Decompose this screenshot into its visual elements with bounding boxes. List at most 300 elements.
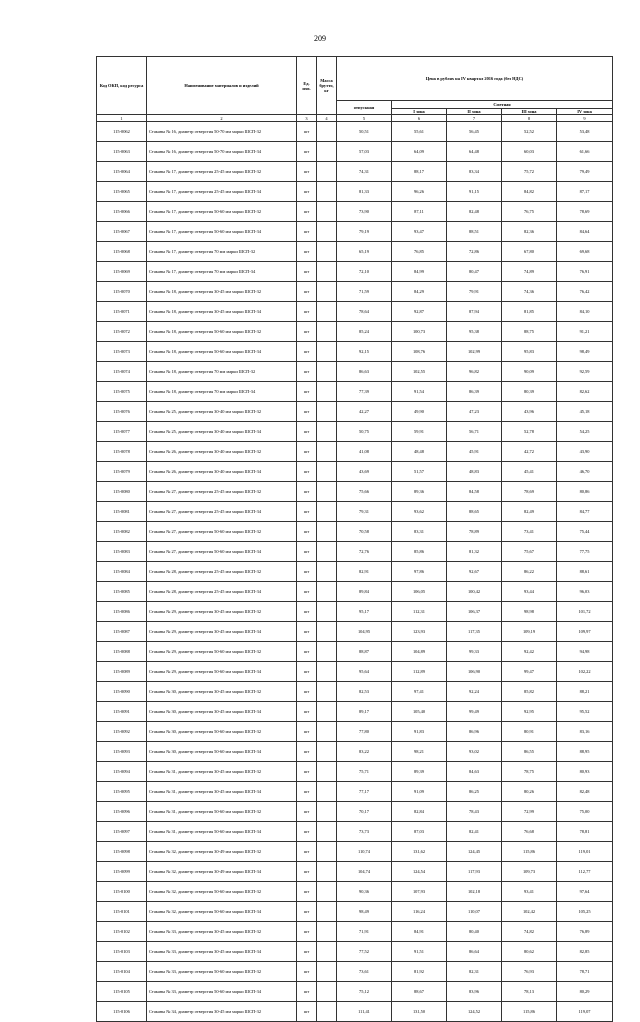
material-name: Стаканы № 18, диаметр отверстия 50-60 мм марки ШСП-34: [147, 342, 297, 362]
unit-cell: шт: [297, 342, 317, 362]
price-zone-1: 48,48: [392, 442, 447, 462]
material-code: 115-0091: [97, 702, 147, 722]
price-zone-4: 112,77: [557, 862, 613, 882]
table-row: [97, 482, 613, 502]
price-zone-1: 107,93: [392, 882, 447, 902]
material-code: 115-0073: [97, 342, 147, 362]
material-code: 115-0065: [97, 182, 147, 202]
material-code: 115-0096: [97, 802, 147, 822]
table-row: [97, 642, 613, 662]
price-ex-works: 43,69: [337, 462, 392, 482]
price-zone-3: 82,36: [502, 222, 557, 242]
material-name: Стаканы № 17, диаметр отверстия 50-60 мм марки ШСП-32: [147, 202, 297, 222]
unit-cell: шт: [297, 422, 317, 442]
price-table: [96, 56, 613, 1022]
price-zone-3: 75,72: [502, 162, 557, 182]
price-zone-3: 74,89: [502, 262, 557, 282]
price-ex-works: 73,90: [337, 202, 392, 222]
material-name: Стаканы № 29, диаметр отверстия 30-45 мм марки ШСП-34: [147, 622, 297, 642]
price-zone-4: 109,97: [557, 622, 613, 642]
price-zone-1: 104,89: [392, 642, 447, 662]
price-zone-3: 78,75: [502, 762, 557, 782]
table-row: [97, 842, 613, 862]
mass-cell: [317, 922, 337, 942]
material-name: Стаканы № 32, диаметр отверстия 50-60 мм марки ШСП-32: [147, 882, 297, 902]
price-zone-4: 77,75: [557, 542, 613, 562]
price-zone-4: 75,44: [557, 522, 613, 542]
price-zone-2: 86,39: [447, 382, 502, 402]
price-ex-works: 79,31: [337, 502, 392, 522]
price-zone-4: 53,48: [557, 122, 613, 142]
table-row: [97, 322, 613, 342]
unit-cell: шт: [297, 282, 317, 302]
price-zone-4: 119,01: [557, 842, 613, 862]
price-zone-1: 98,21: [392, 742, 447, 762]
price-zone-1: 82,84: [392, 802, 447, 822]
price-zone-2: 99,33: [447, 642, 502, 662]
price-zone-2: 81,32: [447, 542, 502, 562]
price-zone-1: 88,67: [392, 982, 447, 1002]
mass-cell: [317, 402, 337, 422]
price-zone-2: 82,41: [447, 822, 502, 842]
table-row: [97, 462, 613, 482]
price-zone-2: 84,63: [447, 762, 502, 782]
table-row: [97, 822, 613, 842]
unit-cell: шт: [297, 362, 317, 382]
material-code: 115-0084: [97, 562, 147, 582]
price-zone-3: 109,19: [502, 622, 557, 642]
price-ex-works: 50,75: [337, 422, 392, 442]
price-zone-4: 45,18: [557, 402, 613, 422]
price-zone-3: 76,93: [502, 962, 557, 982]
price-zone-2: 88,65: [447, 502, 502, 522]
mass-cell: [317, 162, 337, 182]
column-number: 1: [97, 115, 147, 122]
price-zone-3: 43,96: [502, 402, 557, 422]
mass-cell: [317, 1002, 337, 1022]
price-ex-works: 88,87: [337, 642, 392, 662]
price-zone-2: 95,38: [447, 322, 502, 342]
table-row: [97, 982, 613, 1002]
price-zone-1: 84,99: [392, 262, 447, 282]
mass-cell: [317, 882, 337, 902]
material-code: 115-0064: [97, 162, 147, 182]
price-zone-1: 96,26: [392, 182, 447, 202]
mass-cell: [317, 642, 337, 662]
price-zone-3: 82,49: [502, 502, 557, 522]
price-zone-2: 79,91: [447, 282, 502, 302]
price-zone-1: 76,85: [392, 242, 447, 262]
table-row: [97, 762, 613, 782]
material-name: Стаканы № 31, диаметр отверстия 50-60 мм марки ШСП-34: [147, 822, 297, 842]
material-code: 115-0088: [97, 642, 147, 662]
unit-cell: шт: [297, 322, 317, 342]
unit-cell: шт: [297, 402, 317, 422]
unit-cell: шт: [297, 202, 317, 222]
material-name: Стаканы № 33, диаметр отверстия 30-45 мм марки ШСП-32: [147, 922, 297, 942]
material-code: 115-0075: [97, 382, 147, 402]
material-code: 115-0077: [97, 422, 147, 442]
price-ex-works: 90,36: [337, 882, 392, 902]
price-zone-4: 102,22: [557, 662, 613, 682]
column-number: 8: [502, 115, 557, 122]
material-name: Стаканы № 29, диаметр отверстия 50-60 мм марки ШСП-34: [147, 662, 297, 682]
price-zone-2: 45,91: [447, 442, 502, 462]
table-row: [97, 262, 613, 282]
price-ex-works: 81,33: [337, 182, 392, 202]
material-code: 115-0090: [97, 682, 147, 702]
material-code: 115-0102: [97, 922, 147, 942]
header-code: Код ОКП, код ресурса: [97, 57, 147, 115]
material-code: 115-0106: [97, 1002, 147, 1022]
header-ex-works: отпускная: [337, 101, 392, 115]
table-row: [97, 782, 613, 802]
price-ex-works: 72,10: [337, 262, 392, 282]
material-code: 115-0081: [97, 502, 147, 522]
price-zone-1: 91,83: [392, 722, 447, 742]
table-row: [97, 502, 613, 522]
material-code: 115-0093: [97, 742, 147, 762]
mass-cell: [317, 762, 337, 782]
price-ex-works: 95,17: [337, 602, 392, 622]
material-name: Стаканы № 26, диаметр отверстия 30-40 мм марки ШСП-34: [147, 462, 297, 482]
price-zone-2: 124,45: [447, 842, 502, 862]
price-ex-works: 89,17: [337, 702, 392, 722]
price-zone-1: 84,91: [392, 922, 447, 942]
unit-cell: шт: [297, 622, 317, 642]
price-zone-4: 82,48: [557, 782, 613, 802]
unit-cell: шт: [297, 222, 317, 242]
table-row: [97, 622, 613, 642]
table-row: [97, 342, 613, 362]
price-ex-works: 72,76: [337, 542, 392, 562]
price-zone-2: 100,42: [447, 582, 502, 602]
unit-cell: шт: [297, 802, 317, 822]
price-zone-3: 45,41: [502, 462, 557, 482]
price-zone-2: 92,67: [447, 562, 502, 582]
price-zone-1: 81,92: [392, 962, 447, 982]
unit-cell: шт: [297, 962, 317, 982]
material-name: Стаканы № 33, диаметр отверстия 50-60 мм марки ШСП-34: [147, 982, 297, 1002]
header-name: Наименование материалов и изделий: [147, 57, 297, 115]
unit-cell: шт: [297, 302, 317, 322]
price-ex-works: 98,49: [337, 902, 392, 922]
table-row: [97, 722, 613, 742]
price-zone-3: 60,03: [502, 142, 557, 162]
mass-cell: [317, 542, 337, 562]
material-code: 115-0062: [97, 122, 147, 142]
price-ex-works: 75,12: [337, 982, 392, 1002]
price-zone-1: 91,51: [392, 942, 447, 962]
price-ex-works: 65,19: [337, 242, 392, 262]
material-name: Стаканы № 33, диаметр отверстия 30-45 мм марки ШСП-34: [147, 942, 297, 962]
price-zone-1: 93,62: [392, 502, 447, 522]
price-zone-2: 102,99: [447, 342, 502, 362]
price-zone-4: 75,00: [557, 802, 613, 822]
price-zone-1: 64,09: [392, 142, 447, 162]
unit-cell: шт: [297, 862, 317, 882]
table-row: [97, 562, 613, 582]
header-unit: Ед. изм.: [297, 57, 317, 115]
price-ex-works: 104,74: [337, 862, 392, 882]
mass-cell: [317, 782, 337, 802]
price-zone-2: 56,45: [447, 122, 502, 142]
price-zone-2: 64,48: [447, 142, 502, 162]
price-zone-1: 51,57: [392, 462, 447, 482]
table-row: [97, 422, 613, 442]
price-zone-3: 42,72: [502, 442, 557, 462]
price-ex-works: 79,19: [337, 222, 392, 242]
price-ex-works: 75,71: [337, 762, 392, 782]
unit-cell: шт: [297, 682, 317, 702]
table-row: [97, 382, 613, 402]
price-ex-works: 50,51: [337, 122, 392, 142]
mass-cell: [317, 182, 337, 202]
price-ex-works: 77,17: [337, 782, 392, 802]
mass-cell: [317, 962, 337, 982]
price-zone-3: 99,47: [502, 662, 557, 682]
price-zone-4: 105,25: [557, 902, 613, 922]
table-row: [97, 222, 613, 242]
material-code: 115-0101: [97, 902, 147, 922]
price-zone-3: 76,68: [502, 822, 557, 842]
mass-cell: [317, 742, 337, 762]
table-row: [97, 142, 613, 162]
material-name: Стаканы № 31, диаметр отверстия 50-60 мм марки ШСП-32: [147, 802, 297, 822]
table-row: [97, 582, 613, 602]
price-zone-2: 47,23: [447, 402, 502, 422]
price-zone-3: 76,75: [502, 202, 557, 222]
price-zone-2: 117,35: [447, 622, 502, 642]
price-zone-2: 88,51: [447, 222, 502, 242]
mass-cell: [317, 262, 337, 282]
price-zone-1: 106,05: [392, 582, 447, 602]
mass-cell: [317, 982, 337, 1002]
price-zone-3: 67,80: [502, 242, 557, 262]
mass-cell: [317, 202, 337, 222]
price-zone-2: 96,82: [447, 362, 502, 382]
price-zone-1: 112,89: [392, 662, 447, 682]
price-zone-1: 131,50: [392, 1002, 447, 1022]
price-zone-3: 80,62: [502, 942, 557, 962]
price-zone-4: 46,70: [557, 462, 613, 482]
price-ex-works: 78,64: [337, 302, 392, 322]
mass-cell: [317, 602, 337, 622]
price-zone-3: 78,13: [502, 982, 557, 1002]
price-zone-4: 88,95: [557, 742, 613, 762]
price-zone-3: 92,42: [502, 642, 557, 662]
price-ex-works: 71,91: [337, 922, 392, 942]
price-zone-2: 86,64: [447, 942, 502, 962]
mass-cell: [317, 582, 337, 602]
price-zone-4: 87,17: [557, 182, 613, 202]
price-zone-4: 54,25: [557, 422, 613, 442]
price-ex-works: 77,39: [337, 382, 392, 402]
price-zone-1: 83,31: [392, 522, 447, 542]
material-name: Стаканы № 27, диаметр отверстия 25-45 мм марки ШСП-32: [147, 482, 297, 502]
price-zone-1: 97,41: [392, 682, 447, 702]
table-body: [97, 122, 613, 1022]
material-name: Стаканы № 18, диаметр отверстия 70 мм марки ШСП-34: [147, 382, 297, 402]
mass-cell: [317, 662, 337, 682]
unit-cell: шт: [297, 122, 317, 142]
price-zone-3: 80,91: [502, 722, 557, 742]
mass-cell: [317, 382, 337, 402]
table-row: [97, 542, 613, 562]
material-name: Стаканы № 17, диаметр отверстия 25-45 мм марки ШСП-34: [147, 182, 297, 202]
table-row: [97, 702, 613, 722]
material-code: 115-0066: [97, 202, 147, 222]
material-code: 115-0087: [97, 622, 147, 642]
price-zone-2: 78,43: [447, 802, 502, 822]
price-zone-4: 96,03: [557, 582, 613, 602]
unit-cell: шт: [297, 242, 317, 262]
table-row: [97, 962, 613, 982]
material-code: 115-0080: [97, 482, 147, 502]
table-row: [97, 682, 613, 702]
price-zone-3: 52,78: [502, 422, 557, 442]
material-name: Стаканы № 30, диаметр отверстия 50-60 мм марки ШСП-34: [147, 742, 297, 762]
price-zone-2: 78,89: [447, 522, 502, 542]
unit-cell: шт: [297, 262, 317, 282]
mass-cell: [317, 842, 337, 862]
material-code: 115-0082: [97, 522, 147, 542]
mass-cell: [317, 802, 337, 822]
material-code: 115-0085: [97, 582, 147, 602]
mass-cell: [317, 362, 337, 382]
table-row: [97, 282, 613, 302]
price-zone-2: 83,34: [447, 162, 502, 182]
price-zone-3: 93,41: [502, 882, 557, 902]
price-zone-3: 75,67: [502, 542, 557, 562]
price-zone-2: 82,48: [447, 202, 502, 222]
table-row: [97, 602, 613, 622]
mass-cell: [317, 302, 337, 322]
mass-cell: [317, 282, 337, 302]
price-zone-1: 87,11: [392, 202, 447, 222]
unit-cell: шт: [297, 782, 317, 802]
unit-cell: шт: [297, 502, 317, 522]
price-ex-works: 57,03: [337, 142, 392, 162]
table-row: [97, 122, 613, 142]
material-code: 115-0095: [97, 782, 147, 802]
price-zone-3: 109,73: [502, 862, 557, 882]
price-zone-1: 59,91: [392, 422, 447, 442]
price-zone-2: 86,96: [447, 722, 502, 742]
price-ex-works: 86,63: [337, 362, 392, 382]
price-zone-4: 92,59: [557, 362, 613, 382]
unit-cell: шт: [297, 182, 317, 202]
price-ex-works: 73,61: [337, 962, 392, 982]
price-zone-1: 84,29: [392, 282, 447, 302]
price-zone-1: 97,86: [392, 562, 447, 582]
price-zone-3: 102,42: [502, 902, 557, 922]
unit-cell: шт: [297, 662, 317, 682]
price-zone-4: 76,42: [557, 282, 613, 302]
price-zone-2: 106,37: [447, 602, 502, 622]
price-zone-3: 80,39: [502, 382, 557, 402]
mass-cell: [317, 622, 337, 642]
price-zone-4: 69,68: [557, 242, 613, 262]
price-ex-works: 83,22: [337, 742, 392, 762]
column-number-row: [97, 115, 613, 122]
column-number: 4: [317, 115, 337, 122]
header-mass: Масса брутто, кг: [317, 57, 337, 115]
mass-cell: [317, 442, 337, 462]
price-zone-4: 80,93: [557, 762, 613, 782]
mass-cell: [317, 522, 337, 542]
price-zone-1: 105,40: [392, 702, 447, 722]
price-ex-works: 70,58: [337, 522, 392, 542]
price-zone-3: 74,36: [502, 282, 557, 302]
price-zone-3: 72,99: [502, 802, 557, 822]
material-code: 115-0074: [97, 362, 147, 382]
column-number: 9: [557, 115, 613, 122]
material-code: 115-0083: [97, 542, 147, 562]
price-zone-1: 49,90: [392, 402, 447, 422]
header-zone-4: IV зона: [557, 109, 613, 115]
price-zone-4: 98,49: [557, 342, 613, 362]
price-zone-2: 93,02: [447, 742, 502, 762]
price-zone-4: 94,98: [557, 642, 613, 662]
price-zone-4: 88,61: [557, 562, 613, 582]
unit-cell: шт: [297, 702, 317, 722]
header-price-title: Цена в рублях на IV квартал 2016 года (без НДС): [337, 57, 613, 101]
price-zone-4: 84,10: [557, 302, 613, 322]
column-number: 6: [392, 115, 447, 122]
material-code: 115-0076: [97, 402, 147, 422]
price-zone-3: 86,22: [502, 562, 557, 582]
price-zone-1: 102,55: [392, 362, 447, 382]
unit-cell: шт: [297, 382, 317, 402]
material-code: 115-0099: [97, 862, 147, 882]
material-code: 115-0103: [97, 942, 147, 962]
mass-cell: [317, 942, 337, 962]
mass-cell: [317, 122, 337, 142]
material-name: Стаканы № 30, диаметр отверстия 50-60 мм марки ШСП-32: [147, 722, 297, 742]
table-row: [97, 522, 613, 542]
price-zone-3: 85,82: [502, 682, 557, 702]
price-zone-2: 82,31: [447, 962, 502, 982]
price-zone-2: 56,71: [447, 422, 502, 442]
price-ex-works: 82,91: [337, 562, 392, 582]
unit-cell: шт: [297, 142, 317, 162]
mass-cell: [317, 502, 337, 522]
price-ex-works: 110,74: [337, 842, 392, 862]
price-zone-1: 87,03: [392, 822, 447, 842]
unit-cell: шт: [297, 762, 317, 782]
unit-cell: шт: [297, 942, 317, 962]
price-ex-works: 70,17: [337, 802, 392, 822]
price-zone-3: 86,55: [502, 742, 557, 762]
table-row: [97, 942, 613, 962]
table-row: [97, 162, 613, 182]
table-row: [97, 862, 613, 882]
material-name: Стаканы № 17, диаметр отверстия 70 мм марки ШСП-32: [147, 242, 297, 262]
header-delivered: Сметная: [392, 101, 613, 109]
material-name: Стаканы № 31, диаметр отверстия 30-45 мм марки ШСП-32: [147, 762, 297, 782]
mass-cell: [317, 682, 337, 702]
column-number: 5: [337, 115, 392, 122]
unit-cell: шт: [297, 522, 317, 542]
material-name: Стаканы № 30, диаметр отверстия 30-45 мм марки ШСП-34: [147, 702, 297, 722]
header-zone-3: III зона: [502, 109, 557, 115]
price-zone-2: 83,96: [447, 982, 502, 1002]
material-name: Стаканы № 17, диаметр отверстия 70 мм марки ШСП-34: [147, 262, 297, 282]
price-zone-3: 90,09: [502, 362, 557, 382]
material-name: Стаканы № 17, диаметр отверстия 50-60 мм марки ШСП-34: [147, 222, 297, 242]
price-zone-3: 78,69: [502, 482, 557, 502]
